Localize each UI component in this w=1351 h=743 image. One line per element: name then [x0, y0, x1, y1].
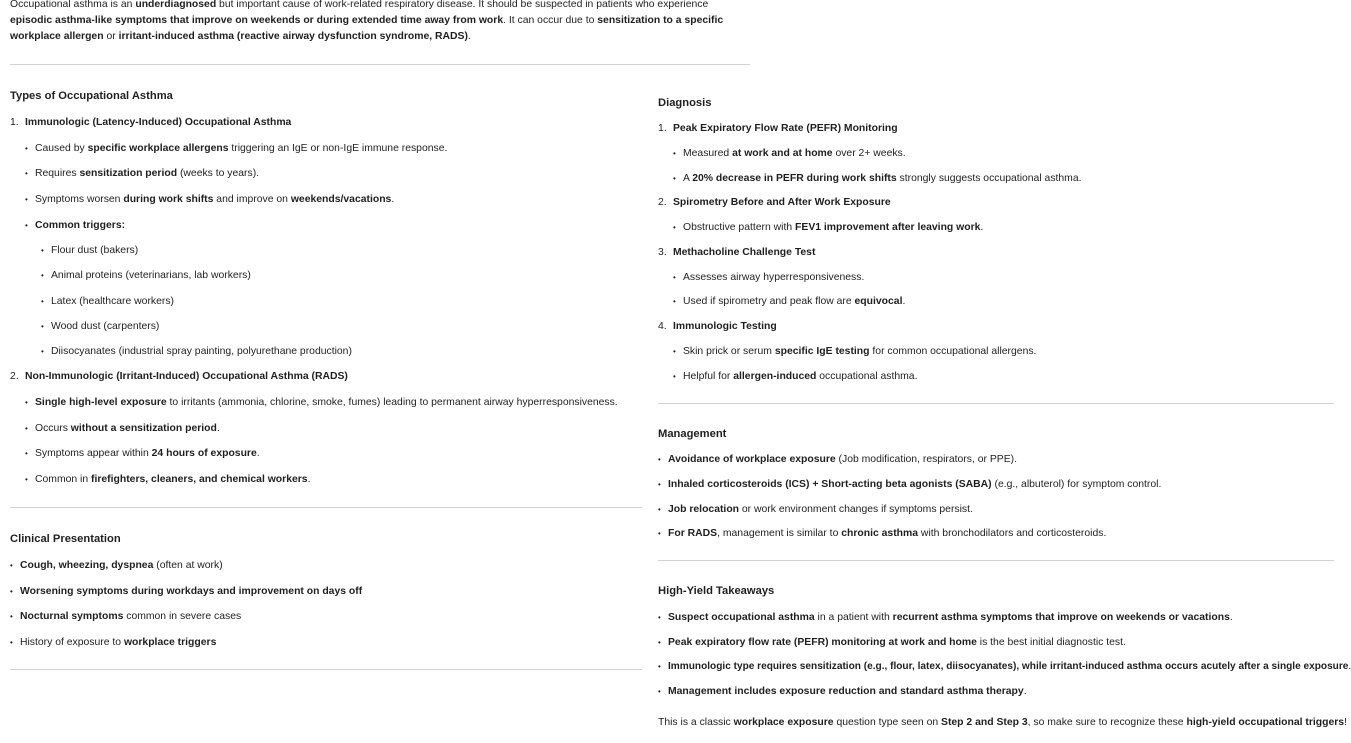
divider: [658, 560, 1334, 561]
diagnosis-title: 3. Methacholine Challenge Test: [658, 247, 816, 258]
bullet-icon: •: [673, 149, 676, 158]
bullet-icon: •: [673, 223, 676, 232]
bullet-icon: •: [658, 662, 661, 671]
types-heading: Types of Occupational Asthma: [10, 90, 173, 102]
bullet-icon: •: [25, 398, 28, 407]
rads-title: 2. Non-Immunologic (Irritant-Induced) Occupational Asthma (RADS): [10, 371, 348, 382]
list-item: • Inhaled corticosteroids (ICS) + Short-acting beta agonists (SABA) (e.g., albuterol) for symptom control.: [658, 477, 1161, 493]
clinical-heading: Clinical Presentation: [10, 533, 121, 545]
list-item: • Nocturnal symptoms common in severe cases: [10, 609, 241, 625]
trigger-item: • Flour dust (bakers): [41, 243, 138, 259]
diagnosis-heading: Diagnosis: [658, 97, 712, 109]
takeaways-heading: High-Yield Takeaways: [658, 585, 775, 597]
list-item: • Requires sensitization period (weeks to years).: [25, 166, 259, 182]
bullet-icon: •: [673, 372, 676, 381]
trigger-item: • Wood dust (carpenters): [41, 319, 159, 335]
management-heading: Management: [658, 428, 727, 440]
list-item: • Common triggers:: [25, 218, 125, 234]
bullet-icon: •: [41, 347, 44, 356]
bullet-icon: •: [658, 480, 661, 489]
bullet-icon: •: [25, 144, 28, 153]
bullet-icon: •: [25, 169, 28, 178]
list-item: • Skin prick or serum specific IgE testing for common occupational allergens.: [673, 344, 1036, 360]
diagnosis-title: 2. Spirometry Before and After Work Exposure: [658, 197, 891, 208]
bullet-icon: •: [673, 273, 676, 282]
list-item: • Helpful for allergen-induced occupational asthma.: [673, 369, 917, 385]
bullet-icon: •: [658, 529, 661, 538]
list-item: • Suspect occupational asthma in a patient with recurrent asthma symptoms that improve on weekends or vacations.: [658, 610, 1233, 626]
bullet-icon: •: [10, 612, 13, 621]
divider: [658, 403, 1334, 404]
bullet-icon: •: [25, 424, 28, 433]
footer-note: This is a classic workplace exposure question type seen on Step 2 and Step 3, so make sure to recognize these high-yield occupational triggers!: [658, 717, 1347, 728]
trigger-item: • Animal proteins (veterinarians, lab workers): [41, 268, 251, 284]
bullet-icon: •: [41, 246, 44, 255]
intro-paragraph: Occupational asthma is an underdiagnosed but important cause of work-related respiratory disease. It should be suspected in patients who experience episodic asthma-like symptoms that improve on weekends or during extended time away from work. It can occur due to sensitization to a specific workplace allergen or irritant-induced asthma (reactive airway dysfunction syndrome, RADS).: [10, 0, 724, 42]
bullet-icon: •: [658, 638, 661, 647]
bullet-icon: •: [25, 475, 28, 484]
bullet-icon: •: [41, 322, 44, 331]
bullet-icon: •: [25, 221, 28, 230]
trigger-item: • Diisocyanates (industrial spray painting, polyurethane production): [41, 344, 352, 360]
trigger-item: • Latex (healthcare workers): [41, 294, 174, 310]
list-item: • Worsening symptoms during workdays and improvement on days off: [10, 584, 362, 600]
list-item: • A 20% decrease in PEFR during work shifts strongly suggests occupational asthma.: [673, 171, 1082, 187]
bullet-icon: •: [25, 449, 28, 458]
bullet-icon: •: [658, 455, 661, 464]
list-item: • Single high-level exposure to irritants (ammonia, chlorine, smoke, fumes) leading to permanent airway hyperresponsiveness.: [25, 395, 618, 411]
list-item: • Used if spirometry and peak flow are equivocal.: [673, 294, 905, 310]
list-item: • Immunologic type requires sensitization (e.g., flour, latex, diisocyanates), while irritant-induced asthma occurs acutely after a single exposure.: [658, 659, 1351, 675]
list-item: • Cough, wheezing, dyspnea (often at work): [10, 558, 223, 574]
list-item: • Obstructive pattern with FEV1 improvement after leaving work.: [673, 220, 983, 236]
diagnosis-title: 1. Peak Expiratory Flow Rate (PEFR) Monitoring: [658, 123, 898, 134]
bullet-icon: •: [658, 505, 661, 514]
bullet-icon: •: [10, 561, 13, 570]
diagnosis-title: 4. Immunologic Testing: [658, 321, 777, 332]
list-item: • Peak expiratory flow rate (PEFR) monitoring at work and home is the best initial diagnostic test.: [658, 635, 1126, 651]
list-item: • Common in firefighters, cleaners, and chemical workers.: [25, 472, 310, 488]
divider: [10, 507, 642, 508]
list-item: • Caused by specific workplace allergens triggering an IgE or non-IgE immune response.: [25, 141, 447, 157]
bullet-icon: •: [41, 297, 44, 306]
bullet-icon: •: [673, 347, 676, 356]
bullet-icon: •: [41, 271, 44, 280]
bullet-icon: •: [10, 638, 13, 647]
bullet-icon: •: [25, 195, 28, 204]
bullet-icon: •: [10, 587, 13, 596]
list-item: • Occurs without a sensitization period.: [25, 421, 220, 437]
list-item: • History of exposure to workplace triggers: [10, 635, 216, 651]
bullet-icon: •: [658, 613, 661, 622]
list-item: • Symptoms worsen during work shifts and improve on weekends/vacations.: [25, 192, 394, 208]
list-item: • Measured at work and at home over 2+ weeks.: [673, 146, 906, 162]
list-item: • For RADS, management is similar to chronic asthma with bronchodilators and corticosteroids.: [658, 526, 1106, 542]
bullet-icon: •: [673, 297, 676, 306]
list-item: • Management includes exposure reduction and standard asthma therapy.: [658, 684, 1027, 700]
list-item: • Assesses airway hyperresponsiveness.: [673, 270, 864, 286]
list-item: • Symptoms appear within 24 hours of exposure.: [25, 446, 260, 462]
list-item: • Job relocation or work environment changes if symptoms persist.: [658, 502, 973, 518]
bullet-icon: •: [658, 687, 661, 696]
divider: [10, 669, 642, 670]
list-item: • Avoidance of workplace exposure (Job modification, respirators, or PPE).: [658, 452, 1017, 468]
bullet-icon: •: [673, 174, 676, 183]
immuno-title: 1. Immunologic (Latency-Induced) Occupational Asthma: [10, 117, 292, 128]
divider: [10, 64, 750, 65]
